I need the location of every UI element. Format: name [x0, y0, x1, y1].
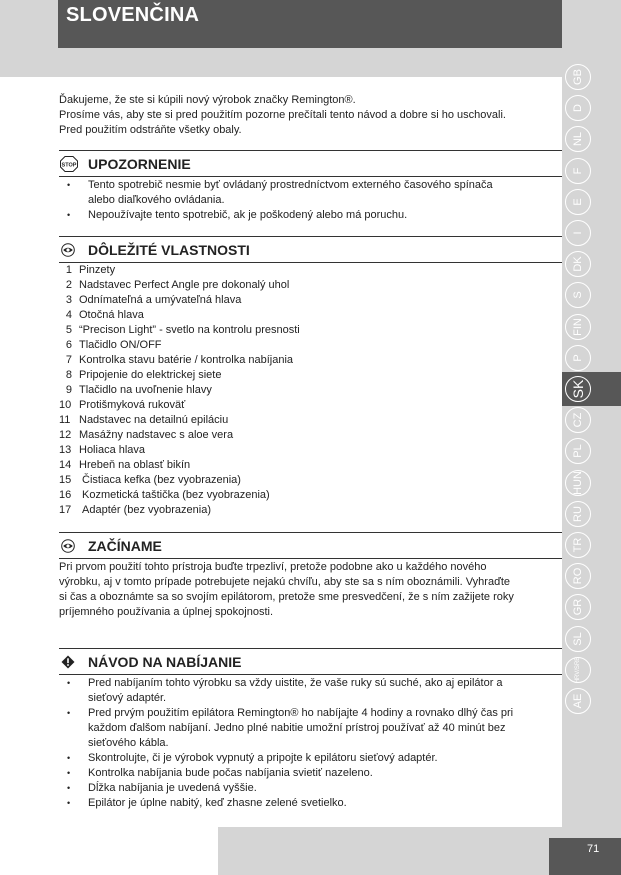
feature-label: Nadstavec na detailnú epiláciu: [79, 414, 229, 426]
language-tab-cz[interactable]: [565, 407, 591, 433]
feature-number: 10: [59, 399, 72, 411]
feature-number: 5: [65, 324, 72, 336]
feature-item: [59, 503, 562, 518]
feature-label: Masážny nadstavec s aloe vera: [79, 429, 234, 441]
page-number: 71: [587, 843, 600, 855]
eye-icon: [61, 539, 75, 553]
getting-started-paragraph: Pri prvom použití tohto prístroja buďte trpezliví, pretože podobne ako u každého nového výrobku, aj v tomto prípade potrebujete nejakú chvíľu, aby ste sa s ním oboznámili. Vyhraďte si čas a oboznámte sa so svojím epilátorom, pretože sme presvedčení, že s ním zažijete roky príjemného používania a úplnej spokojnosti.: [59, 561, 514, 618]
language-tab-label: HUN: [572, 470, 584, 495]
list-item: • Nepoužívajte tento spotrebič, ak je poškodený alebo má poruchu.: [59, 208, 562, 223]
language-tab-label: TR: [572, 537, 584, 553]
feature-label: Adaptér (bez vyobrazenia): [82, 504, 212, 516]
language-tab-e[interactable]: [565, 189, 591, 215]
language-tab-tr[interactable]: [565, 532, 591, 558]
feature-label: Pinzety: [79, 264, 116, 276]
language-tab-label: SL: [572, 631, 584, 646]
language-tab-label: I: [572, 231, 584, 235]
feature-item: [59, 368, 562, 383]
language-tab-fin[interactable]: [565, 314, 591, 340]
language-tab-hrv-srb[interactable]: [565, 657, 591, 683]
language-tab-ro[interactable]: [565, 563, 591, 589]
language-tab-label: RO: [572, 567, 584, 585]
feature-label: Hrebeň na oblasť bikín: [79, 459, 191, 471]
language-tab-f[interactable]: [565, 158, 591, 184]
feature-item: [59, 293, 562, 308]
feature-label: “Precison Light” - svetlo na kontrolu presnosti: [79, 324, 300, 336]
feature-item: [59, 263, 562, 278]
feature-item: [59, 413, 562, 428]
feature-label: Holiaca hlava: [79, 444, 146, 456]
language-tab-p[interactable]: [565, 345, 591, 371]
language-tab-label: SK: [570, 379, 586, 399]
language-tab-label: GB: [572, 69, 584, 85]
list-item: • Skontrolujte, či je výrobok vypnutý a pripojte k epilátoru sieťový adaptér.: [59, 751, 562, 766]
intro-line: Ďakujeme, že ste si kúpili nový výrobok značky Remington®.: [59, 94, 356, 106]
section-header-charging: [59, 648, 562, 675]
feature-number: 8: [65, 369, 72, 381]
feature-label: Kozmetická taštička (bez vyobrazenia): [82, 489, 270, 501]
feature-label: Kontrolka stavu batérie / kontrolka nabíjania: [79, 354, 294, 366]
feature-label: Tlačidlo na uvoľnenie hlavy: [79, 384, 212, 396]
feature-number: 11: [59, 414, 71, 426]
feature-item: [59, 398, 562, 413]
language-tab-label: F: [572, 167, 584, 174]
feature-item: [59, 458, 562, 473]
feature-number: 3: [65, 294, 72, 306]
feature-number: 4: [65, 309, 72, 321]
language-tab-label: GR: [572, 599, 584, 616]
language-tab-i[interactable]: [565, 220, 591, 246]
list-item: • Kontrolka nabíjania bude počas nabíjania svietiť nazeleno.: [59, 766, 562, 781]
feature-item: [59, 428, 562, 443]
stop-icon: [60, 156, 78, 172]
intro-line: Prosíme vás, aby ste si pred použitím pozorne prečítali tento návod a dobre si ho uschovali.: [59, 109, 506, 121]
language-tab-label: CZ: [572, 412, 584, 428]
section-header-features: [59, 236, 562, 263]
feature-number: 15: [59, 474, 72, 486]
feature-label: Protišmyková rukoväť: [79, 399, 186, 411]
language-tab-label: DK: [572, 256, 584, 272]
feature-item: [59, 338, 562, 353]
language-tab-label: NL: [572, 132, 584, 147]
charging-list: [59, 676, 562, 811]
feature-label: Čistiaca kefka (bez vyobrazenia): [82, 474, 241, 486]
feature-item: [59, 308, 562, 323]
intro-paragraph: [59, 93, 562, 138]
feature-label: Tlačidlo ON/OFF: [79, 339, 162, 351]
language-tab-ru[interactable]: [565, 501, 591, 527]
eye-icon: [61, 243, 75, 257]
language-tab-label: FIN: [572, 317, 584, 336]
feature-item: [59, 278, 562, 293]
feature-number: 16: [59, 489, 72, 501]
section-title-getting-started: ZAČÍNAME: [88, 538, 162, 554]
list-item: • Tento spotrebič nesmie byť ovládaný prostredníctvom externého časového spínača alebo diaľkového ovládania.: [59, 178, 562, 208]
language-tab-label: PL: [572, 444, 584, 459]
language-tab-sk[interactable]: [562, 372, 621, 406]
feature-number: 14: [59, 459, 72, 471]
language-tab-label: P: [572, 354, 584, 362]
language-tab-hun[interactable]: [565, 470, 591, 496]
page-title: SLOVENČINA: [66, 4, 200, 26]
intro-line: Pred použitím odstráňte všetky obaly.: [59, 124, 242, 136]
feature-number: 9: [65, 384, 72, 396]
svg-text:STOP: STOP: [61, 162, 77, 169]
section-header-warnings: [59, 150, 562, 177]
feature-number: 7: [65, 354, 72, 366]
feature-item: [59, 353, 562, 368]
language-tab-sl[interactable]: [565, 626, 591, 652]
language-tab-label: E: [572, 198, 584, 206]
feature-item: [59, 323, 562, 338]
language-tab-label: D: [572, 104, 584, 113]
section-title-warnings: UPOZORNENIE: [88, 156, 191, 172]
footer-gray-band: [218, 827, 562, 875]
language-tab-label: AE: [572, 693, 584, 709]
language-tab-label: HRV/SRB: [575, 656, 581, 684]
feature-number: 6: [65, 339, 72, 351]
language-tab-label: S: [572, 291, 584, 300]
page-number-box: [549, 838, 621, 875]
language-tab-ae[interactable]: [565, 688, 591, 714]
warnings-list: [59, 178, 562, 223]
feature-item: [59, 443, 562, 458]
feature-item: [59, 488, 562, 503]
section-header-getting-started: [59, 532, 562, 559]
feature-number: 13: [59, 444, 72, 456]
exclamation-icon: [61, 655, 75, 669]
feature-item: [59, 473, 562, 488]
section-title-charging: NÁVOD NA NABÍJANIE: [88, 654, 242, 670]
feature-label: Odnímateľná a umývateľná hlava: [79, 294, 242, 306]
language-tab-gb[interactable]: [565, 64, 591, 90]
feature-item: [59, 383, 562, 398]
list-item: • Pred prvým použitím epilátora Remington® ho nabíjajte 4 hodiny a rovnako dlhý čas pri každom ďalšom nabíjaní. Jedno plné nabitie umožní prístroj používať až 40 minút bez sieťového kábla.: [59, 706, 562, 751]
feature-label: Pripojenie do elektrickej siete: [79, 369, 222, 381]
title-bar: [58, 0, 562, 48]
feature-label: Nadstavec Perfect Angle pre dokonalý uhol: [79, 279, 290, 291]
list-item: • Epilátor je úplne nabitý, keď zhasne zelené svetielko.: [59, 796, 562, 811]
section-title-features: DÔLEŽITÉ VLASTNOSTI: [88, 242, 250, 258]
language-tab-dk[interactable]: [565, 251, 591, 277]
language-tab-d[interactable]: [565, 95, 591, 121]
list-item: • Dĺžka nabíjania je uvedená vyššie.: [59, 781, 562, 796]
feature-number: 2: [65, 279, 72, 291]
feature-label: Otočná hlava: [79, 309, 144, 321]
features-list: [59, 263, 562, 518]
feature-number: 12: [59, 429, 72, 441]
list-item: • Pred nabíjaním tohto výrobku sa vždy uistite, že vaše ruky sú suché, ako aj epilátor a sieťový adaptér.: [59, 676, 562, 706]
feature-number: 1: [65, 264, 72, 276]
language-tab-label: RU: [572, 505, 584, 522]
feature-number: 17: [59, 504, 72, 516]
